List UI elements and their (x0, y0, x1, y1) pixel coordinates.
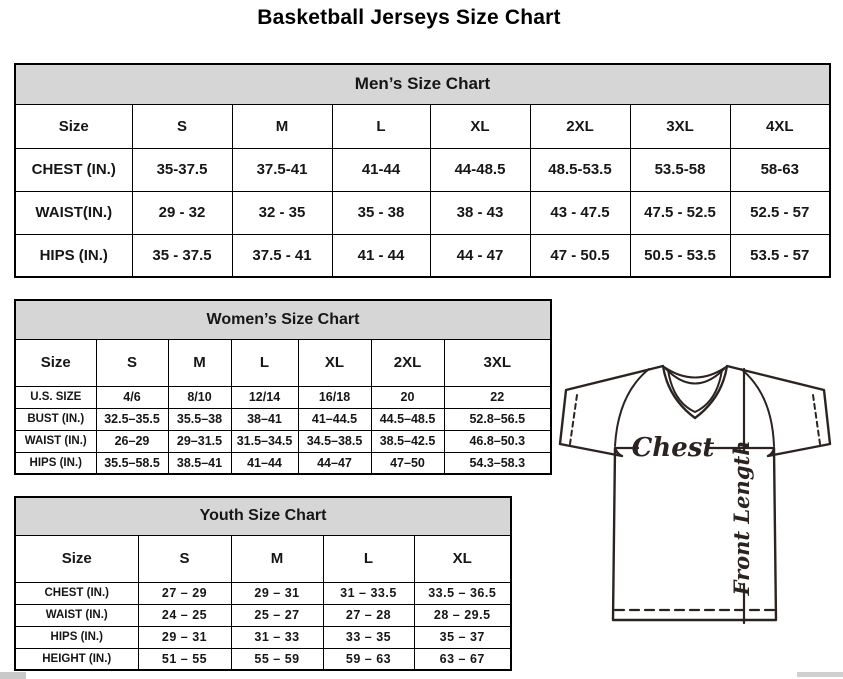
men-table-title: Men’s Size Chart (15, 64, 830, 104)
women-cell-2-1: 29–31.5 (168, 430, 231, 452)
men-cell-1-3: 38 - 43 (430, 191, 530, 234)
page-title: Basketball Jerseys Size Chart (257, 6, 561, 29)
men-cell-0-4: 48.5-53.5 (530, 148, 630, 191)
men-cell-2-4: 47 - 50.5 (530, 234, 630, 277)
men-cell-1-4: 43 - 47.5 (530, 191, 630, 234)
men-row-label-2: HIPS (IN.) (15, 234, 132, 277)
women-row-label-3: HIPS (IN.) (15, 452, 96, 474)
men-column-header-1: S (132, 104, 232, 148)
youth-cell-1-3: 28 – 29.5 (414, 604, 511, 626)
women-column-header-2: M (168, 339, 231, 386)
women-cell-2-3: 34.5–38.5 (298, 430, 371, 452)
women-cell-3-2: 41–44 (231, 452, 298, 474)
women-cell-3-4: 47–50 (371, 452, 444, 474)
youth-column-header-4: XL (414, 535, 511, 582)
youth-cell-2-1: 31 – 33 (231, 626, 323, 648)
women-cell-3-1: 38.5–41 (168, 452, 231, 474)
youth-table-row-2 (15, 626, 511, 648)
youth-row-label-0: CHEST (IN.) (15, 582, 138, 604)
women-row-label-2: WAIST (IN.) (15, 430, 96, 452)
men-column-header-5: 2XL (530, 104, 630, 148)
women-cell-1-2: 38–41 (231, 408, 298, 430)
women-cell-1-4: 44.5–48.5 (371, 408, 444, 430)
jersey-outline (560, 366, 830, 620)
men-cell-0-1: 37.5-41 (232, 148, 332, 191)
men-cell-0-0: 35-37.5 (132, 148, 232, 191)
men-cell-0-3: 44-48.5 (430, 148, 530, 191)
women-cell-0-3: 16/18 (298, 386, 371, 408)
women-cell-3-5: 54.3–58.3 (444, 452, 551, 474)
men-column-header-0: Size (15, 104, 132, 148)
youth-cell-3-3: 63 – 67 (414, 648, 511, 670)
youth-column-header-0: Size (15, 535, 138, 582)
youth-cell-1-1: 25 – 27 (231, 604, 323, 626)
youth-cell-1-0: 24 – 25 (138, 604, 231, 626)
men-table-row-2 (15, 234, 830, 277)
women-table-row-2 (15, 430, 551, 452)
women-cell-0-1: 8/10 (168, 386, 231, 408)
youth-row-label-3: HEIGHT (IN.) (15, 648, 138, 670)
mens-size-table (14, 63, 831, 278)
women-table-row-1 (15, 408, 551, 430)
men-cell-2-6: 53.5 - 57 (730, 234, 830, 277)
women-column-header-4: XL (298, 339, 371, 386)
men-row-label-0: CHEST (IN.) (15, 148, 132, 191)
youth-cell-2-3: 35 – 37 (414, 626, 511, 648)
right-cuff-dashed-line (813, 395, 820, 444)
youth-cell-0-3: 33.5 – 36.5 (414, 582, 511, 604)
men-column-header-6: 3XL (630, 104, 730, 148)
men-cell-1-5: 47.5 - 52.5 (630, 191, 730, 234)
men-cell-1-0: 29 - 32 (132, 191, 232, 234)
youth-cell-0-0: 27 – 29 (138, 582, 231, 604)
men-table-row-0 (15, 148, 830, 191)
men-column-header-7: 4XL (730, 104, 830, 148)
men-cell-0-2: 41-44 (332, 148, 430, 191)
youth-cell-0-1: 29 – 31 (231, 582, 323, 604)
men-column-header-2: M (232, 104, 332, 148)
youth-table-row-3 (15, 648, 511, 670)
jersey-measurement-diagram (556, 360, 842, 640)
chest-label: Chest (631, 433, 715, 463)
youth-cell-0-2: 31 – 33.5 (323, 582, 414, 604)
youth-cell-3-0: 51 – 55 (138, 648, 231, 670)
youth-cell-2-0: 29 – 31 (138, 626, 231, 648)
collar-rib-2 (666, 369, 724, 384)
women-cell-1-3: 41–44.5 (298, 408, 371, 430)
horizontal-scrollbar-fragment-left[interactable] (0, 672, 26, 679)
women-column-header-1: S (96, 339, 168, 386)
women-column-header-0: Size (15, 339, 96, 386)
youth-table-row-1 (15, 604, 511, 626)
women-cell-2-2: 31.5–34.5 (231, 430, 298, 452)
men-cell-2-0: 35 - 37.5 (132, 234, 232, 277)
youth-row-label-1: WAIST (IN.) (15, 604, 138, 626)
men-cell-2-1: 37.5 - 41 (232, 234, 332, 277)
womens-size-table (14, 299, 552, 475)
women-cell-2-4: 38.5–42.5 (371, 430, 444, 452)
women-row-label-0: U.S. SIZE (15, 386, 96, 408)
men-cell-1-2: 35 - 38 (332, 191, 430, 234)
youth-column-header-1: S (138, 535, 231, 582)
men-cell-1-6: 52.5 - 57 (730, 191, 830, 234)
men-cell-2-3: 44 - 47 (430, 234, 530, 277)
horizontal-scrollbar-fragment-right[interactable] (797, 672, 843, 677)
men-cell-2-5: 50.5 - 53.5 (630, 234, 730, 277)
youth-cell-3-1: 55 – 59 (231, 648, 323, 670)
women-cell-0-0: 4/6 (96, 386, 168, 408)
youth-column-header-3: L (323, 535, 414, 582)
women-cell-0-2: 12/14 (231, 386, 298, 408)
women-table-row-3 (15, 452, 551, 474)
men-column-header-4: XL (430, 104, 530, 148)
men-cell-0-5: 53.5-58 (630, 148, 730, 191)
women-column-header-5: 2XL (371, 339, 444, 386)
men-column-header-3: L (332, 104, 430, 148)
right-shoulder-seam (741, 369, 774, 446)
front-length-label: Front Length (729, 440, 754, 596)
men-cell-0-6: 58-63 (730, 148, 830, 191)
youth-cell-3-2: 59 – 63 (323, 648, 414, 670)
youth-table-title: Youth Size Chart (15, 497, 511, 535)
men-cell-2-2: 41 - 44 (332, 234, 430, 277)
youth-column-header-2: M (231, 535, 323, 582)
women-cell-3-3: 44–47 (298, 452, 371, 474)
women-cell-1-1: 35.5–38 (168, 408, 231, 430)
women-cell-1-5: 52.8–56.5 (444, 408, 551, 430)
youth-cell-1-2: 27 – 28 (323, 604, 414, 626)
women-cell-2-5: 46.8–50.3 (444, 430, 551, 452)
men-cell-1-1: 32 - 35 (232, 191, 332, 234)
women-row-label-1: BUST (IN.) (15, 408, 96, 430)
men-row-label-1: WAIST(IN.) (15, 191, 132, 234)
men-table-row-1 (15, 191, 830, 234)
women-table-title: Women’s Size Chart (15, 300, 551, 339)
youth-cell-2-2: 33 – 35 (323, 626, 414, 648)
left-cuff-dashed-line (570, 395, 577, 444)
youth-size-table (14, 496, 512, 671)
women-cell-0-5: 22 (444, 386, 551, 408)
youth-row-label-2: HIPS (IN.) (15, 626, 138, 648)
women-column-header-6: 3XL (444, 339, 551, 386)
women-cell-3-0: 35.5–58.5 (96, 452, 168, 474)
jersey-diagram-svg (556, 360, 842, 640)
women-table-row-0 (15, 386, 551, 408)
women-cell-2-0: 26–29 (96, 430, 168, 452)
women-column-header-3: L (231, 339, 298, 386)
women-cell-0-4: 20 (371, 386, 444, 408)
youth-table-row-0 (15, 582, 511, 604)
women-cell-1-0: 32.5–35.5 (96, 408, 168, 430)
